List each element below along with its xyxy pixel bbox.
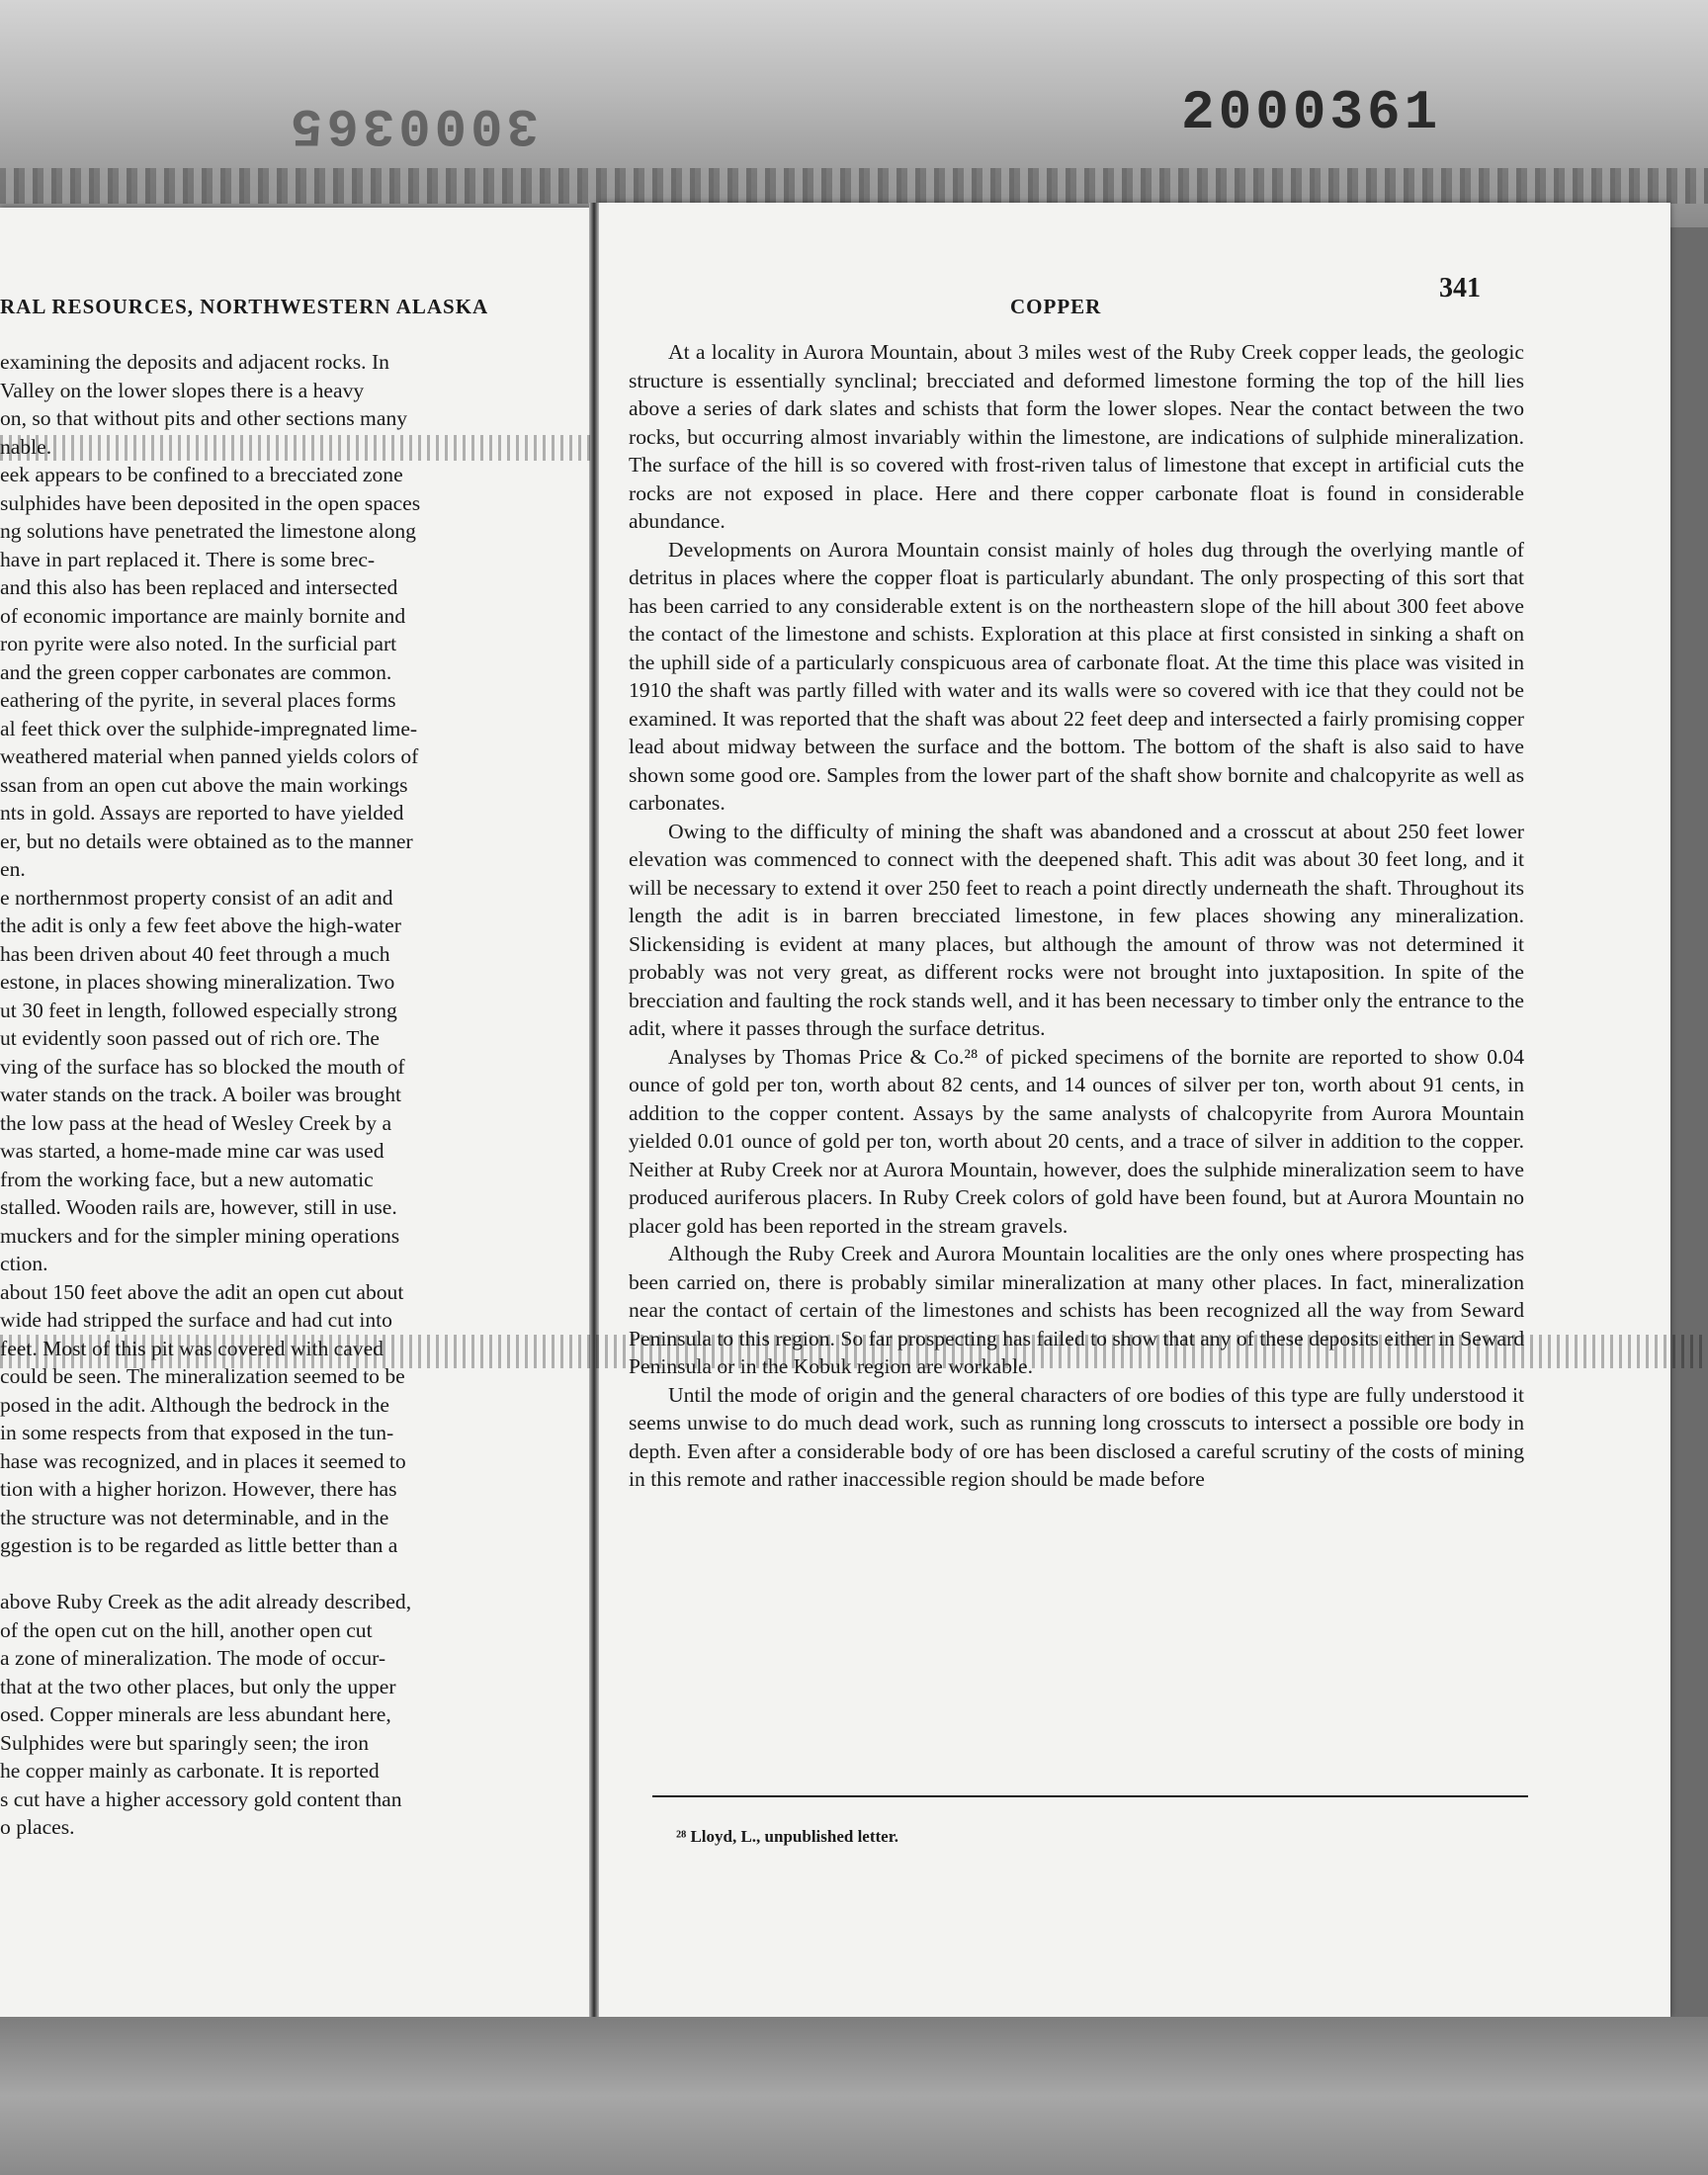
text-line: al feet thick over the sulphide-impregnated lime- (0, 716, 418, 740)
text-line: the structure was not determinable, and in the (0, 1505, 389, 1529)
text-line: nts in gold. Assays are reported to have yielded (0, 801, 404, 825)
text-line: on, so that without pits and other sections many (0, 406, 408, 430)
text-line: could be seen. The mineralization seemed to be (0, 1364, 405, 1388)
scan-smudge (0, 435, 593, 461)
text-line: o places. (0, 1815, 75, 1839)
text-line: has been driven about 40 feet through a much (0, 941, 390, 966)
text-line: estone, in places showing mineralization. Two (0, 970, 395, 994)
text-line: posed in the adit. Although the bedrock in the (0, 1392, 390, 1417)
left-running-head: RAL RESOURCES, NORTHWESTERN ALASKA (0, 295, 489, 318)
text-line: sulphides have been deposited in the open spaces (0, 490, 421, 515)
text-line: eathering of the pyrite, in several places forms (0, 688, 396, 712)
text-line: er, but no details were obtained as to the manner (0, 828, 413, 853)
text-line: ron pyrite were also noted. In the surficial part (0, 632, 397, 655)
text-line: of economic importance are mainly bornite and (0, 603, 406, 628)
paragraph: Owing to the difficulty of mining the shaft was abandoned and a crosscut at about 250 feet lower elevation was commenced to connect with the deepened shaft. This adit was about 30 feet long, and it will be necessary to extend it over 250 feet to reach a point directly underneath the shaft. Throughout its length the adit is in barren brecciated limestone, in few places showing any mineralization. Slickensiding is evident at many places, but although the amount of throw was not determined it probably was not very great, as different rocks were not brought into juxtaposition. In spite of the brecciation and faulting the rock stands well, and it has been necessary to timber only the entrance to the adit, where it passes through the surface detritus. (629, 819, 1524, 1040)
text-line: from the working face, but a new automatic (0, 1167, 374, 1191)
text-line: was started, a home-made mine car was used (0, 1139, 384, 1163)
text-line: feet. Most of this pit was covered with caved (0, 1336, 384, 1360)
text-line (0, 1560, 539, 1589)
text-line: en. (0, 857, 26, 881)
text-line: e northernmost property consist of an adit and (0, 885, 393, 910)
scan-smudge (0, 1335, 1708, 1368)
text-line: water stands on the track. A boiler was brought (0, 1083, 401, 1106)
text-line: that at the two other places, but only the upper (0, 1674, 396, 1698)
scan-bottom-border (0, 2017, 1708, 2175)
text-line: osed. Copper minerals are less abundant here, (0, 1702, 391, 1726)
text-line: of the open cut on the hill, another open cut (0, 1617, 373, 1642)
text-line: in some respects from that exposed in the tun- (0, 1421, 394, 1444)
text-line: eek appears to be confined to a brecciated zone (0, 463, 403, 486)
text-line: muckers and for the simpler mining operations (0, 1223, 400, 1248)
text-line: about 150 feet above the adit an open cut about (0, 1279, 404, 1304)
text-line: ng solutions have penetrated the limestone along (0, 519, 416, 543)
text-line: ction. (0, 1252, 48, 1275)
text-line: the low pass at the head of Wesley Creek by a (0, 1110, 392, 1135)
text-line: hase was recognized, and in places it seemed to (0, 1448, 406, 1473)
text-line: tion with a higher horizon. However, there has (0, 1477, 397, 1501)
paragraph: Developments on Aurora Mountain consist mainly of holes dug through the overlying mantle of detritus in places where the copper float is particularly abundant. The only prospecting of this sort that has been carried to any considerable extent is on the northeastern slope of the hill about 300 feet above the contact of the limestone and schists. Exploration at this place at first consisted in sinking a shaft on the uphill side of a particularly conspicuous area of carbonate float. At the time this place was visited in 1910 the shaft was partly filled with water and its walls were so covered with ice that they could not be examined. It was reported that the shaft was about 22 feet deep and intersected a fairly promising copper lead about midway between the surface and the bottom. The bottom of the shaft is also said to have shown some good ore. Samples from the lower part of the shaft show bornite and chalcopyrite as well as carbonates. (629, 537, 1524, 815)
text-line: Valley on the lower slopes there is a heavy (0, 378, 365, 402)
text-line: a zone of mineralization. The mode of occur- (0, 1646, 386, 1670)
text-line: ssan from an open cut above the main workings (0, 772, 408, 797)
book-gutter (589, 203, 599, 2017)
text-line: he copper mainly as carbonate. It is reported (0, 1759, 380, 1783)
text-line: ut evidently soon passed out of rich ore. The (0, 1026, 381, 1050)
page-number: 341 (1439, 273, 1481, 304)
text-line: ggestion is to be regarded as little better than a (0, 1533, 398, 1557)
text-line: and the green copper carbonates are common. (0, 659, 392, 684)
stamp-number-mirrored: 3000365 (287, 94, 539, 154)
text-line: have in part replaced it. There is some brec- (0, 547, 376, 571)
paragraph: Analyses by Thomas Price & Co.²⁸ of picked specimens of the bornite are reported to show 0.04 ounce of gold per ton, worth about 82 cents, and 14 ounces of silver per ton, worth about 91 cents, in addition to the copper content. Assays by the same analysts of chalcopyrite from Aurora Mountain yielded 0.01 ounce of gold per ton, worth about 20 cents, and a trace of silver in addition to the copper. Neither at Ruby Creek nor at Aurora Mountain, however, does the sulphide mineralization seem to have produced auriferous placers. In Ruby Creek colors of gold have been found, but at Aurora Mountain no placer gold has been reported in the stream gravels. (629, 1044, 1524, 1238)
paragraph: Until the mode of origin and the general characters of ore bodies of this type are fully understood it seems unwise to do much dead work, such as running long crosscuts to intersect a possible ore body in depth. Even after a considerable body of ore has been disclosed a careful scrutiny of the costs of mining in this remote and rather inaccessible region should be made before (629, 1382, 1524, 1491)
text-line: nable. (0, 434, 52, 459)
right-text-column (629, 338, 1524, 1494)
text-line: ving of the surface has so blocked the mouth of (0, 1054, 405, 1079)
text-line: weathered material when panned yields colors of (0, 744, 419, 768)
text-line: s cut have a higher accessory gold content than (0, 1786, 402, 1811)
text-line: wide had stripped the surface and had cut into (0, 1308, 392, 1332)
right-running-head: COPPER (1010, 295, 1102, 318)
fold-shadow (0, 168, 1708, 204)
paragraph: At a locality in Aurora Mountain, about 3 miles west of the Ruby Creek copper leads, the geologic structure is essentially synclinal; brecciated and deformed limestone forming the top of the hill lies above a series of dark slates and schists that form the lower slopes. Near the contact between the two rocks, but occurring almost invariably within the limestone, are indications of sulphide mineralization. The surface of the hill is so covered with frost-riven talus of limestone that except in artificial cuts the rocks are not exposed in place. Here and there copper carbonate float is found in considerable abundance. (629, 340, 1524, 533)
text-line: ut 30 feet in length, followed especially strong (0, 998, 397, 1022)
text-line: and this also has been replaced and intersected (0, 575, 398, 599)
footnote: ²⁸ Lloyd, L., unpublished letter. (676, 1827, 898, 1846)
text-line: Sulphides were but sparingly seen; the iron (0, 1730, 370, 1755)
text-line: stalled. Wooden rails are, however, still in use. (0, 1195, 397, 1219)
paragraph: Although the Ruby Creek and Aurora Mountain localities are the only ones where prospecting has been carried on, there is probably similar mineralization at many other places. In fact, mineralization near the contact of certain of the limestones and schists has been recognized all the way from Seward Peninsula to this region. So far prospecting has failed to show that any of these deposits either in Seward Peninsula or in the Kobuk region are workable. (629, 1242, 1524, 1378)
text-line: examining the deposits and adjacent rocks. In (0, 350, 389, 374)
footnote-rule (652, 1795, 1528, 1797)
text-line: above Ruby Creek as the adit already described, (0, 1590, 412, 1613)
text-line: the adit is only a few feet above the high-water (0, 914, 401, 937)
stamp-number: 2000361 (1181, 81, 1442, 144)
left-text-column (0, 348, 539, 1842)
